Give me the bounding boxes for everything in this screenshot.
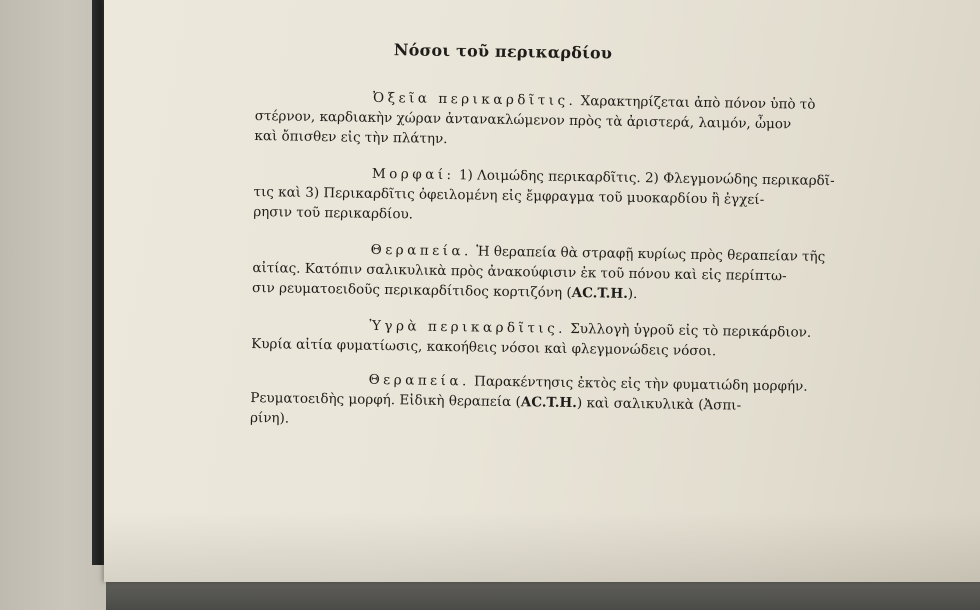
line-text: Παρακέντησις ἐκτὸς εἰς τὴν φυματιώδη μορφήν. xyxy=(469,373,808,395)
line-text: ) καὶ σαλικυλικὰ (Ἀσπι- xyxy=(576,395,742,414)
paragraph-forms xyxy=(253,162,835,231)
paragraph-acute-pericarditis xyxy=(254,86,815,155)
text-line: Κυρία αἰτία φυματίωσις, κακοήθεις νόσοι καὶ φλεγμονώδεις νόσοι. xyxy=(251,335,717,360)
run-in-heading: Ὑγρὰ περικαρδῖτις. xyxy=(369,317,567,337)
paragraph-therapy-2 xyxy=(250,368,808,437)
page-content xyxy=(249,38,938,427)
line-text: Συλλογὴ ὑγροῦ εἰς τὸ περικάρδιον. xyxy=(565,320,812,341)
section-title: Νόσοι τοῦ περικαρδίου xyxy=(393,40,613,63)
run-in-heading: Ὀξεῖα περικαρδῖτις. xyxy=(372,89,577,110)
acth-abbreviation: AC.T.H. xyxy=(520,394,578,412)
acth-abbreviation: AC.T.H. xyxy=(571,284,628,302)
run-in-heading: Θεραπεία. xyxy=(370,241,472,260)
book-page xyxy=(104,0,980,582)
text-line: τις καὶ 3) Περικαρδῖτις ὀφειλομένη εἰς ἔμφραγμα τοῦ μυοκαρδίου ἢ ἐγχεί- xyxy=(253,183,765,209)
run-in-heading: Θεραπεία. xyxy=(368,371,470,390)
line-text: Χαρακτηρίζεται ἀπὸ πόνον ὑπὸ τὸ xyxy=(576,93,816,113)
text-line: αἰτίας. Κατόπιν σαλικυλικὰ πρὸς ἀνακούφισιν ἐκ τοῦ πόνου καὶ εἰς περίπτω- xyxy=(252,259,787,285)
line-text: σιν ρευματοειδοῦς περικαρδίτιδος κορτιζόνη ( xyxy=(251,279,572,301)
text-line: στέρνον, καρδιακὴν χώραν ἀντανακλώμενον πρὸς τὰ ἀριστερά, λαιμόν, ὦμον xyxy=(254,107,792,133)
line-text: 1) Λοιμώδης περικαρδῖτις. 2) Φλεγμονώδης περικαρδῖ- xyxy=(454,167,835,190)
line-text: ). xyxy=(627,285,638,303)
line-text: Ρευματοειδὴς μορφή. Εἰδικὴ θεραπεία ( xyxy=(250,389,521,411)
paragraph-therapy-1 xyxy=(252,238,825,307)
run-in-heading: Μορφαί: xyxy=(371,165,455,184)
paragraph-effusive-pericarditis xyxy=(251,314,811,363)
page-shadow xyxy=(104,512,980,582)
text-line: ρίνη). xyxy=(249,409,290,427)
text-line: ρησιν τοῦ περικαρδίου. xyxy=(253,203,414,223)
line-text: Ἡ θεραπεία θὰ στραφῇ κυρίως πρὸς θεραπείαν τῆς xyxy=(471,243,826,265)
text-line: καὶ ὄπισθεν εἰς τὴν πλάτην. xyxy=(254,127,448,148)
